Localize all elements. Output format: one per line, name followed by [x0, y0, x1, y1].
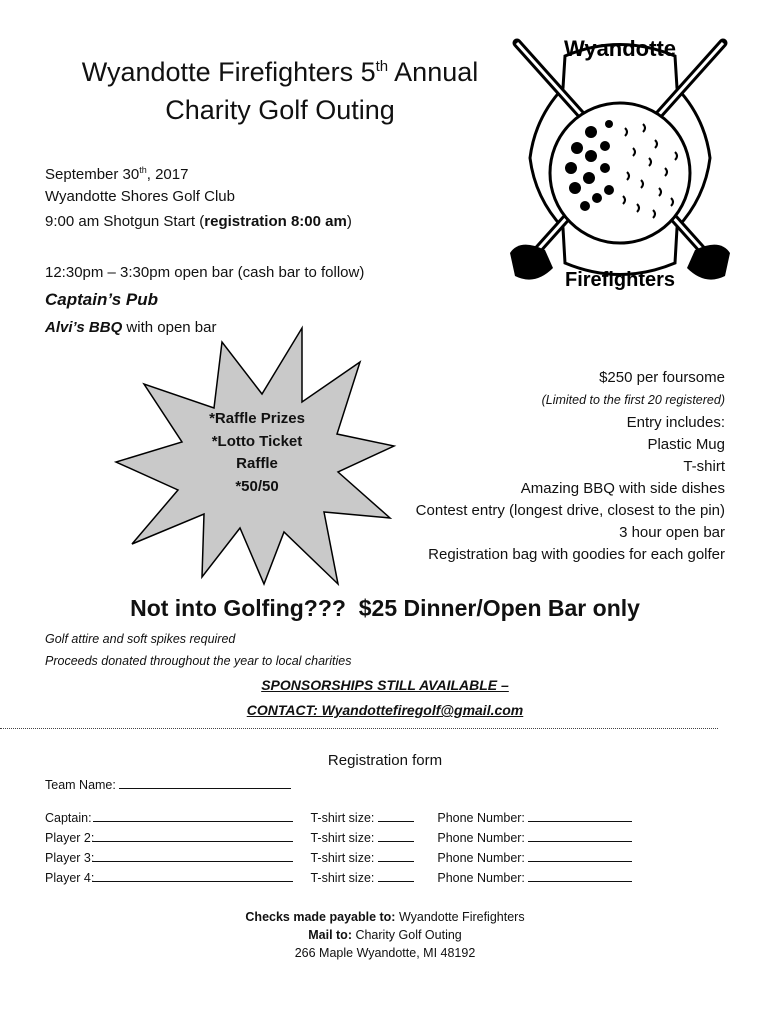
checks-payee: Wyandotte Firefighters — [395, 910, 525, 924]
mail-address: 266 Maple Wyandotte, MI 48192 — [294, 946, 476, 960]
registration-row — [45, 810, 632, 825]
phone-field[interactable] — [528, 870, 632, 882]
tshirt-size-field[interactable] — [378, 810, 414, 822]
include-item: Contest entry (longest drive, closest to the pin) — [415, 502, 725, 519]
dotted-divider — [0, 728, 718, 729]
tshirt-label: T-shirt size: — [310, 851, 375, 865]
include-item: Registration bag with goodies for each golfer — [428, 546, 725, 563]
player-name-field[interactable] — [93, 850, 293, 862]
event-venue: Wyandotte Shores Golf Club — [45, 188, 235, 205]
logo-bottom-text: Firefighters — [564, 269, 676, 291]
player-name-field[interactable] — [93, 830, 293, 842]
checks-payable — [0, 908, 770, 926]
event-pub: Captain’s Pub — [45, 290, 159, 309]
title-line1: Wyandotte Firefighters 5 — [81, 57, 376, 87]
logo-icon — [505, 28, 735, 298]
raffle-starburst — [112, 322, 402, 590]
contact-email[interactable]: CONTACT: Wyandottefiregolf@gmail.com — [246, 702, 524, 718]
event-bar-times: 12:30pm – 3:30pm open bar (cash bar to follow) — [45, 264, 365, 281]
include-item: 3 hour open bar — [619, 524, 725, 541]
tshirt-size-field[interactable] — [378, 830, 414, 842]
player-label: Captain: — [45, 811, 92, 825]
checks-label: Checks made payable to: — [245, 910, 396, 924]
phone-field[interactable] — [528, 850, 632, 862]
mail-recipient: Charity Golf Outing — [351, 928, 462, 942]
starburst-text — [182, 408, 332, 498]
firefighters-golf-logo — [505, 28, 735, 298]
event-date — [45, 158, 188, 187]
team-name-field[interactable] — [119, 777, 291, 789]
title-line1-end: Annual — [388, 57, 479, 87]
starburst-line: *50/50 — [235, 477, 279, 495]
phone-field[interactable] — [528, 810, 632, 822]
bbq-name: Alvi’s BBQ — [45, 319, 123, 336]
sponsorship-line: SPONSORSHIPS STILL AVAILABLE – — [261, 677, 509, 693]
mail-to — [0, 926, 770, 944]
player-label: Player 4: — [45, 871, 95, 885]
team-name-label: Team Name: — [45, 778, 116, 792]
page-subtitle: Charity Golf Outing — [165, 95, 395, 125]
title-superscript: th — [375, 58, 389, 75]
dinner-banner: Not into Golfing??? $25 Dinner/Open Bar only — [130, 595, 640, 621]
include-item: Plastic Mug — [647, 436, 725, 453]
mail-label: Mail to: — [308, 928, 352, 942]
start-text: 9:00 am Shotgun Start ( — [45, 213, 205, 230]
registration-row — [45, 850, 632, 865]
price-limit: (Limited to the first 20 registered) — [541, 393, 725, 407]
phone-label: Phone Number: — [437, 811, 525, 825]
phone-field[interactable] — [528, 830, 632, 842]
team-name-row — [45, 777, 291, 792]
start-close: ) — [346, 213, 352, 230]
bbq-rest: with open bar — [122, 319, 217, 336]
logo-top-text: Wyandotte — [563, 36, 677, 61]
note-attire: Golf attire and soft spikes required — [45, 632, 236, 646]
registration-heading: Registration form — [327, 752, 443, 769]
player-label: Player 2: — [45, 831, 95, 845]
registration-row — [45, 830, 632, 845]
include-item: Amazing BBQ with side dishes — [520, 480, 725, 497]
player-label: Player 3: — [45, 851, 95, 865]
tshirt-label: T-shirt size: — [310, 871, 375, 885]
starburst-line: Raffle — [236, 455, 278, 472]
phone-label: Phone Number: — [437, 831, 525, 845]
include-item: T-shirt — [683, 458, 725, 475]
phone-label: Phone Number: — [437, 871, 525, 885]
tshirt-label: T-shirt size: — [310, 831, 375, 845]
date-text: September 30 — [45, 166, 140, 183]
tshirt-size-field[interactable] — [378, 850, 414, 862]
event-start — [45, 209, 352, 234]
tshirt-label: T-shirt size: — [310, 811, 375, 825]
includes-heading: Entry includes: — [626, 414, 725, 431]
starburst-line: *Raffle Prizes — [209, 410, 305, 427]
phone-label: Phone Number: — [437, 851, 525, 865]
tshirt-size-field[interactable] — [378, 870, 414, 882]
player-name-field[interactable] — [93, 810, 293, 822]
page-title — [40, 48, 520, 91]
starburst-line: *Lotto Ticket — [211, 432, 303, 450]
note-proceeds: Proceeds donated throughout the year to local charities — [45, 654, 352, 668]
player-name-field[interactable] — [93, 870, 293, 882]
price: $250 per foursome — [599, 369, 725, 386]
registration-time: registration 8:00 am — [204, 213, 347, 230]
date-superscript: th — [139, 165, 147, 175]
date-year: , 2017 — [146, 166, 189, 183]
pricing-block — [370, 366, 725, 566]
registration-row — [45, 870, 632, 885]
